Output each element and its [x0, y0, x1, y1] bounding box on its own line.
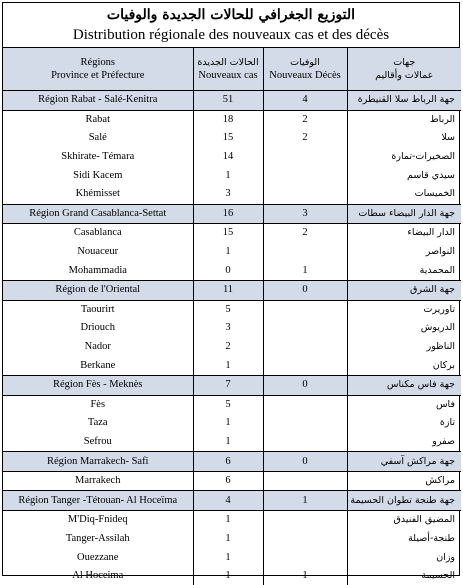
cell-new-deaths	[263, 300, 347, 319]
cell-name-ar: الحسيمة	[347, 567, 461, 585]
cell-name-ar: فاس	[347, 395, 461, 414]
cell-new-deaths: 2	[263, 224, 347, 243]
header-region-fr-line1: Régions	[3, 56, 193, 69]
cell-name-ar: الصخيرات-تمارة	[347, 148, 461, 167]
cell-name-ar: جهة الرباط سلا القنيطرة	[347, 91, 461, 111]
cell-name-ar: سلا	[347, 129, 461, 148]
cell-name-fr: Sefrou	[3, 433, 193, 452]
cell-new-cases: 1	[193, 567, 263, 585]
cell-name-fr: Khémisset	[3, 185, 193, 204]
cell-new-cases: 1	[193, 530, 263, 549]
cell-new-cases: 15	[193, 224, 263, 243]
cell-name-ar: جهة الشرق	[347, 280, 461, 300]
document-page	[2, 2, 460, 576]
distribution-table	[3, 48, 461, 585]
cell-new-cases: 1	[193, 511, 263, 530]
cell-name-fr: Driouch	[3, 319, 193, 338]
cell-name-fr: Tanger-Assilah	[3, 530, 193, 549]
cell-new-deaths	[263, 433, 347, 452]
cell-name-ar: طنجة-أصيلة	[347, 530, 461, 549]
cell-name-ar: بركان	[347, 356, 461, 375]
header-new-deaths-ar: الوفيات	[264, 56, 347, 69]
table-row	[3, 414, 461, 433]
cell-name-ar: مراكش	[347, 471, 461, 491]
header-region-fr	[3, 48, 193, 91]
cell-new-cases: 1	[193, 548, 263, 567]
cell-new-deaths: 0	[263, 280, 347, 300]
cell-name-fr: Région Rabat - Salé-Kenitra	[3, 91, 193, 111]
table-row	[3, 148, 461, 167]
table-row	[3, 338, 461, 357]
table-row	[3, 224, 461, 243]
cell-new-deaths: 2	[263, 110, 347, 129]
cell-name-fr: Région de l'Oriental	[3, 280, 193, 300]
cell-name-fr: Salé	[3, 129, 193, 148]
cell-name-fr: Région Grand Casablanca-Settat	[3, 204, 193, 224]
cell-new-cases: 1	[193, 243, 263, 262]
header-new-cases-ar: الحالات الجديدة	[194, 56, 263, 69]
cell-new-cases: 51	[193, 91, 263, 111]
region-row	[3, 204, 461, 224]
table-header-row	[3, 48, 461, 91]
cell-name-ar: صفرو	[347, 433, 461, 452]
header-new-cases-fr: Nouveaux cas	[194, 69, 263, 82]
region-row	[3, 91, 461, 111]
table-row	[3, 511, 461, 530]
cell-new-deaths: 2	[263, 129, 347, 148]
cell-name-fr: Casablanca	[3, 224, 193, 243]
cell-new-cases: 1	[193, 433, 263, 452]
title-french: Distribution régionale des nouveaux cas et des décès	[3, 25, 459, 45]
cell-name-ar: الدار البيضاء	[347, 224, 461, 243]
cell-new-deaths	[263, 395, 347, 414]
table-row	[3, 356, 461, 375]
cell-name-fr: Berkane	[3, 356, 193, 375]
cell-name-ar: الرباط	[347, 110, 461, 129]
table-row	[3, 166, 461, 185]
cell-new-deaths: 1	[263, 491, 347, 511]
table-row	[3, 395, 461, 414]
cell-new-cases: 6	[193, 471, 263, 491]
region-row	[3, 280, 461, 300]
cell-name-fr: Nador	[3, 338, 193, 357]
cell-name-ar: جهة طنجة تطوان الحسيمة	[347, 491, 461, 511]
table-row	[3, 110, 461, 129]
cell-new-cases: 3	[193, 319, 263, 338]
cell-new-deaths	[263, 414, 347, 433]
cell-new-deaths	[263, 243, 347, 262]
cell-name-ar: المضيق الفنيدق	[347, 511, 461, 530]
cell-name-fr: Région Tanger -Tétouan- Al Hoceïma	[3, 491, 193, 511]
cell-name-ar: جهة فاس مكناس	[347, 375, 461, 395]
cell-name-fr: M'Diq-Fnideq	[3, 511, 193, 530]
cell-name-fr: Ouezzane	[3, 548, 193, 567]
table-row	[3, 471, 461, 491]
cell-name-fr: Skhirate- Témara	[3, 148, 193, 167]
cell-new-cases: 5	[193, 300, 263, 319]
cell-new-cases: 3	[193, 185, 263, 204]
cell-name-ar: تازة	[347, 414, 461, 433]
cell-new-cases: 1	[193, 166, 263, 185]
cell-new-cases: 16	[193, 204, 263, 224]
table-body	[3, 91, 461, 585]
cell-name-fr: Région Fès - Meknès	[3, 375, 193, 395]
cell-new-cases: 15	[193, 129, 263, 148]
table-row	[3, 548, 461, 567]
table-row	[3, 261, 461, 280]
header-new-deaths	[263, 48, 347, 91]
cell-name-ar: الناظور	[347, 338, 461, 357]
cell-name-ar: جهة مراكش آسفي	[347, 452, 461, 472]
cell-name-ar: النواصر	[347, 243, 461, 262]
cell-new-deaths: 4	[263, 91, 347, 111]
table-row	[3, 185, 461, 204]
cell-name-ar: وزان	[347, 548, 461, 567]
cell-new-deaths	[263, 166, 347, 185]
table-row	[3, 433, 461, 452]
cell-new-cases: 5	[193, 395, 263, 414]
cell-new-cases: 1	[193, 414, 263, 433]
cell-name-fr: Taourirt	[3, 300, 193, 319]
cell-name-ar: الدريوش	[347, 319, 461, 338]
cell-new-deaths	[263, 338, 347, 357]
cell-new-cases: 7	[193, 375, 263, 395]
cell-new-deaths: 0	[263, 375, 347, 395]
cell-name-fr: Al Hoceima	[3, 567, 193, 585]
header-region-ar-line1: جهات	[348, 56, 462, 69]
cell-new-cases: 11	[193, 280, 263, 300]
cell-new-deaths: 1	[263, 567, 347, 585]
cell-name-ar: المحمدية	[347, 261, 461, 280]
cell-new-deaths	[263, 319, 347, 338]
cell-new-deaths	[263, 471, 347, 491]
region-row	[3, 375, 461, 395]
header-region-ar-line2: عمالات وأقاليم	[348, 69, 462, 82]
cell-new-cases: 1	[193, 356, 263, 375]
cell-name-fr: Fès	[3, 395, 193, 414]
table-row	[3, 319, 461, 338]
cell-new-cases: 6	[193, 452, 263, 472]
cell-name-fr: Marrakech	[3, 471, 193, 491]
cell-name-fr: Taza	[3, 414, 193, 433]
cell-name-ar: تاوريرت	[347, 300, 461, 319]
table-row	[3, 129, 461, 148]
cell-new-deaths: 0	[263, 452, 347, 472]
cell-new-cases: 2	[193, 338, 263, 357]
cell-new-deaths: 1	[263, 261, 347, 280]
title-arabic: التوزيع الجغرافي للحالات الجديدة والوفيات	[3, 3, 459, 25]
cell-new-deaths	[263, 185, 347, 204]
cell-name-ar: الخميسات	[347, 185, 461, 204]
cell-new-deaths	[263, 548, 347, 567]
cell-new-cases: 14	[193, 148, 263, 167]
table-row	[3, 300, 461, 319]
region-row	[3, 491, 461, 511]
table-row	[3, 530, 461, 549]
cell-new-cases: 18	[193, 110, 263, 129]
header-new-cases	[193, 48, 263, 91]
cell-name-fr: Région Marrakech- Safi	[3, 452, 193, 472]
cell-new-deaths	[263, 148, 347, 167]
table-row	[3, 243, 461, 262]
cell-new-deaths	[263, 530, 347, 549]
region-row	[3, 452, 461, 472]
table-row	[3, 567, 461, 585]
header-new-deaths-fr: Nouveaux Décès	[264, 69, 347, 82]
header-region-ar	[347, 48, 461, 91]
cell-name-ar: سيدي قاسم	[347, 166, 461, 185]
cell-new-cases: 0	[193, 261, 263, 280]
title-box	[3, 3, 459, 48]
cell-new-cases: 4	[193, 491, 263, 511]
header-region-fr-line2: Province et Préfecture	[3, 69, 193, 82]
cell-new-deaths: 3	[263, 204, 347, 224]
cell-name-ar: جهة الدار البيضاء سطات	[347, 204, 461, 224]
cell-name-fr: Mohammadia	[3, 261, 193, 280]
cell-new-deaths	[263, 511, 347, 530]
cell-name-fr: Sidi Kacem	[3, 166, 193, 185]
cell-name-fr: Rabat	[3, 110, 193, 129]
cell-name-fr: Nouaceur	[3, 243, 193, 262]
cell-new-deaths	[263, 356, 347, 375]
